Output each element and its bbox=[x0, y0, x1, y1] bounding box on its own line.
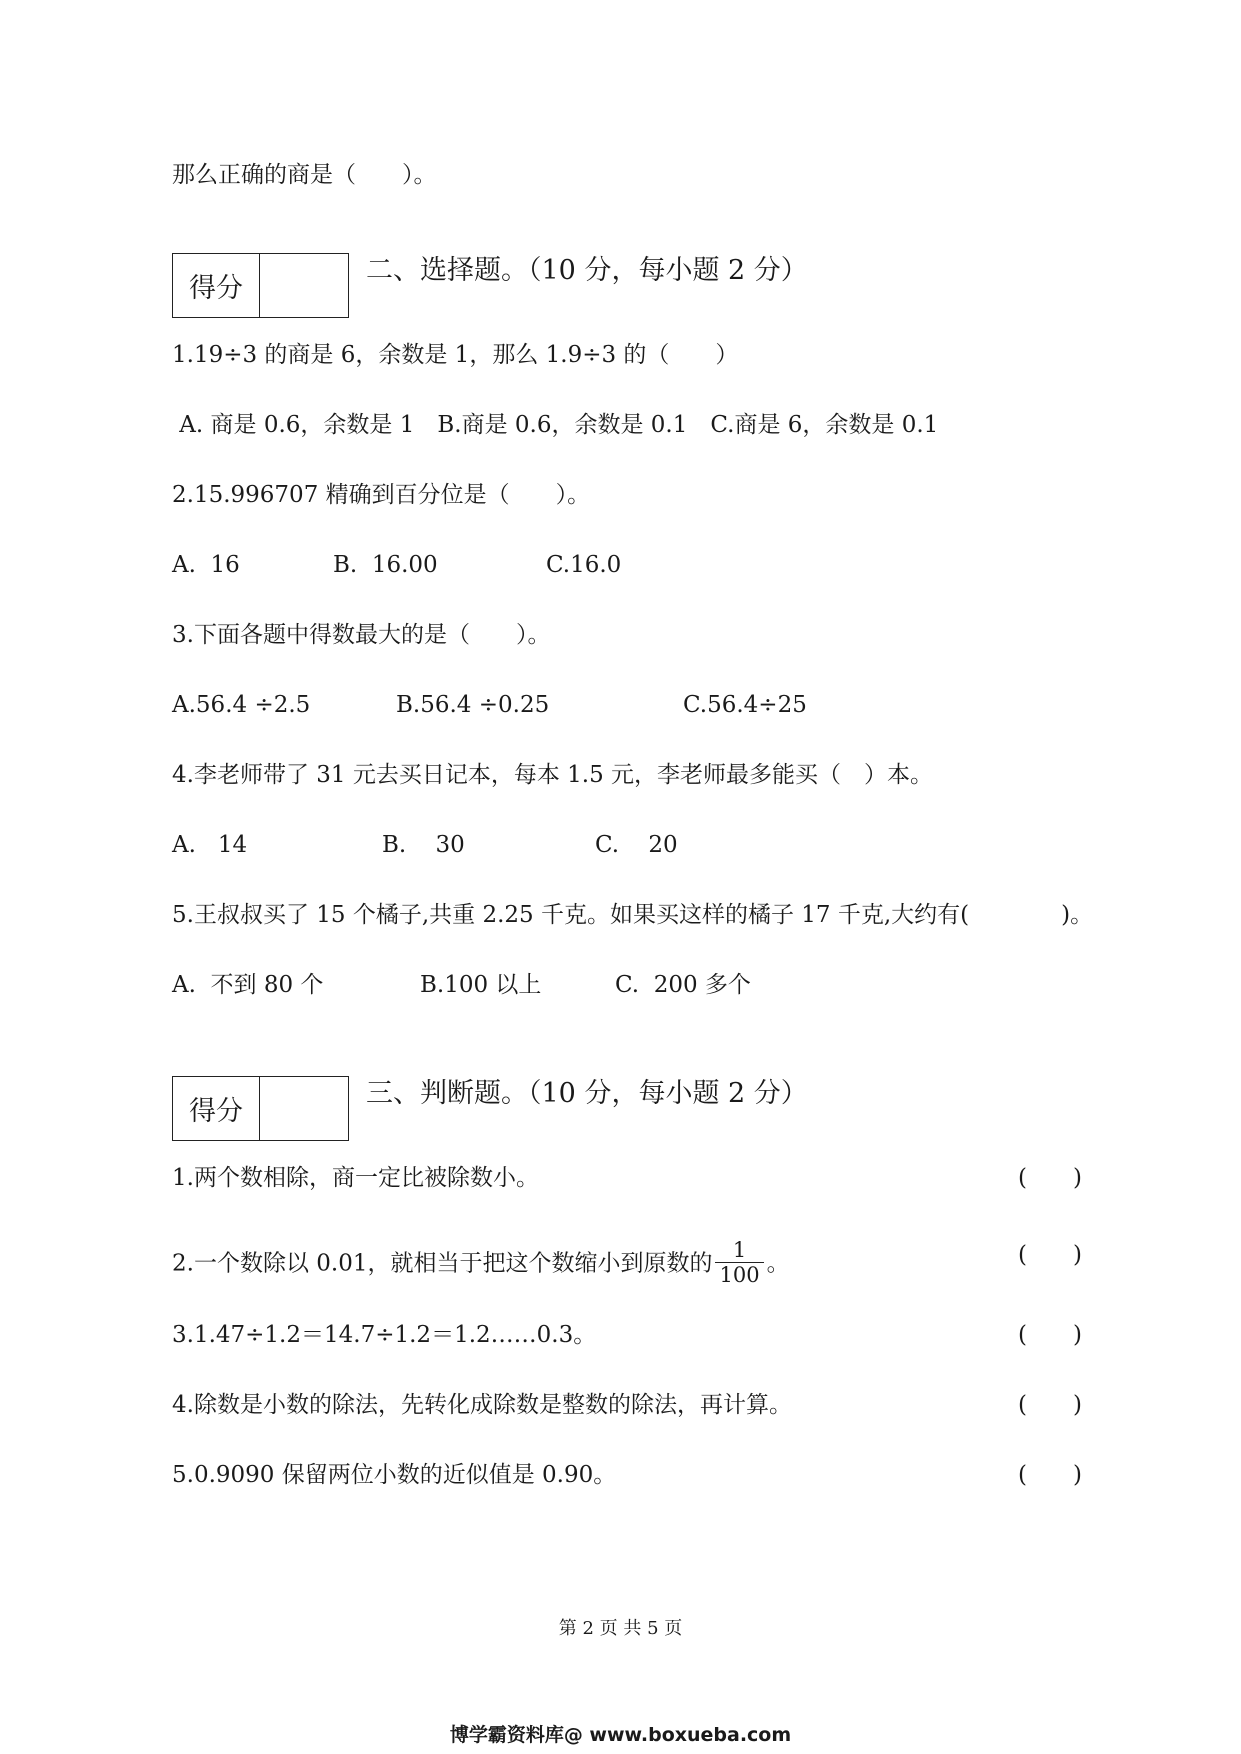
question-continuation: 那么正确的商是（ ）。 bbox=[172, 162, 437, 188]
option-b: B. 30 bbox=[382, 832, 465, 858]
fraction-denominator: 100 bbox=[719, 1263, 760, 1287]
tf-item-4: 4.除数是小数的除法，先转化成除数是整数的除法，再计算。 bbox=[172, 1392, 792, 1418]
tf-item-5: 5.0.9090 保留两位小数的近似值是 0.90。 bbox=[172, 1462, 617, 1488]
option-a: A. 16 bbox=[172, 552, 240, 578]
score-label: 得分 bbox=[173, 1077, 260, 1140]
option-c: C.16.0 bbox=[546, 552, 622, 578]
answer-paren: ( ) bbox=[1018, 1242, 1082, 1268]
score-blank bbox=[260, 254, 348, 317]
option-b: B.56.4 ÷0.25 bbox=[396, 692, 550, 718]
mc-question-1-options: A. 商是 0.6，余数是 1 B.商是 0.6，余数是 0.1 C.商是 6，余数是 0.1 bbox=[172, 412, 939, 438]
mc-question-2: 2.15.996707 精确到百分位是（ ）。 bbox=[172, 482, 591, 508]
watermark: 博学霸资料库@ www.boxueba.com bbox=[449, 1724, 792, 1746]
answer-paren: ( ) bbox=[1018, 1165, 1082, 1191]
mc-question-3: 3.下面各题中得数最大的是（ ）。 bbox=[172, 622, 551, 648]
score-label: 得分 bbox=[173, 254, 260, 317]
fraction-numerator: 1 bbox=[732, 1238, 747, 1262]
page-number: 第 2 页 共 5 页 bbox=[558, 1618, 683, 1639]
option-c: C. 20 bbox=[595, 832, 678, 858]
answer-paren: ( ) bbox=[1018, 1462, 1082, 1488]
score-box-section2 bbox=[172, 253, 349, 318]
mc-question-4: 4.李老师带了 31 元去买日记本，每本 1.5 元，李老师最多能买（ ）本。 bbox=[172, 762, 934, 788]
mc-question-5: 5.王叔叔买了 15 个橘子,共重 2.25 千克。如果买这样的橘子 17 千克,大约有( )。 bbox=[172, 902, 1094, 928]
option-b: B. 16.00 bbox=[333, 552, 438, 578]
option-a: A. 不到 80 个 bbox=[172, 972, 324, 998]
tf-item-2-end: 。 bbox=[766, 1250, 790, 1277]
option-a: A. 14 bbox=[172, 832, 248, 858]
option-a: A.56.4 ÷2.5 bbox=[172, 692, 311, 718]
tf-item-2-text: 2.一个数除以 0.01，就相当于把这个数缩小到原数的 bbox=[172, 1250, 713, 1277]
mc-question-1: 1.19÷3 的商是 6，余数是 1，那么 1.9÷3 的（ ） bbox=[172, 342, 739, 368]
fraction bbox=[715, 1238, 763, 1287]
answer-paren: ( ) bbox=[1018, 1322, 1082, 1348]
option-c: C. 200 多个 bbox=[615, 972, 751, 998]
score-box-section3 bbox=[172, 1076, 349, 1141]
option-c: C.56.4÷25 bbox=[683, 692, 807, 718]
option-b: B.100 以上 bbox=[420, 972, 542, 998]
tf-item-2 bbox=[172, 1240, 790, 1289]
section2-title: 二、选择题。（10 分，每小题 2 分） bbox=[366, 255, 808, 286]
answer-paren: ( ) bbox=[1018, 1392, 1082, 1418]
score-blank bbox=[260, 1077, 348, 1140]
section3-title: 三、判断题。（10 分，每小题 2 分） bbox=[366, 1078, 808, 1109]
tf-item-1: 1.两个数相除，商一定比被除数小。 bbox=[172, 1165, 539, 1191]
tf-item-3: 3.1.47÷1.2＝14.7÷1.2＝1.2……0.3。 bbox=[172, 1322, 597, 1348]
